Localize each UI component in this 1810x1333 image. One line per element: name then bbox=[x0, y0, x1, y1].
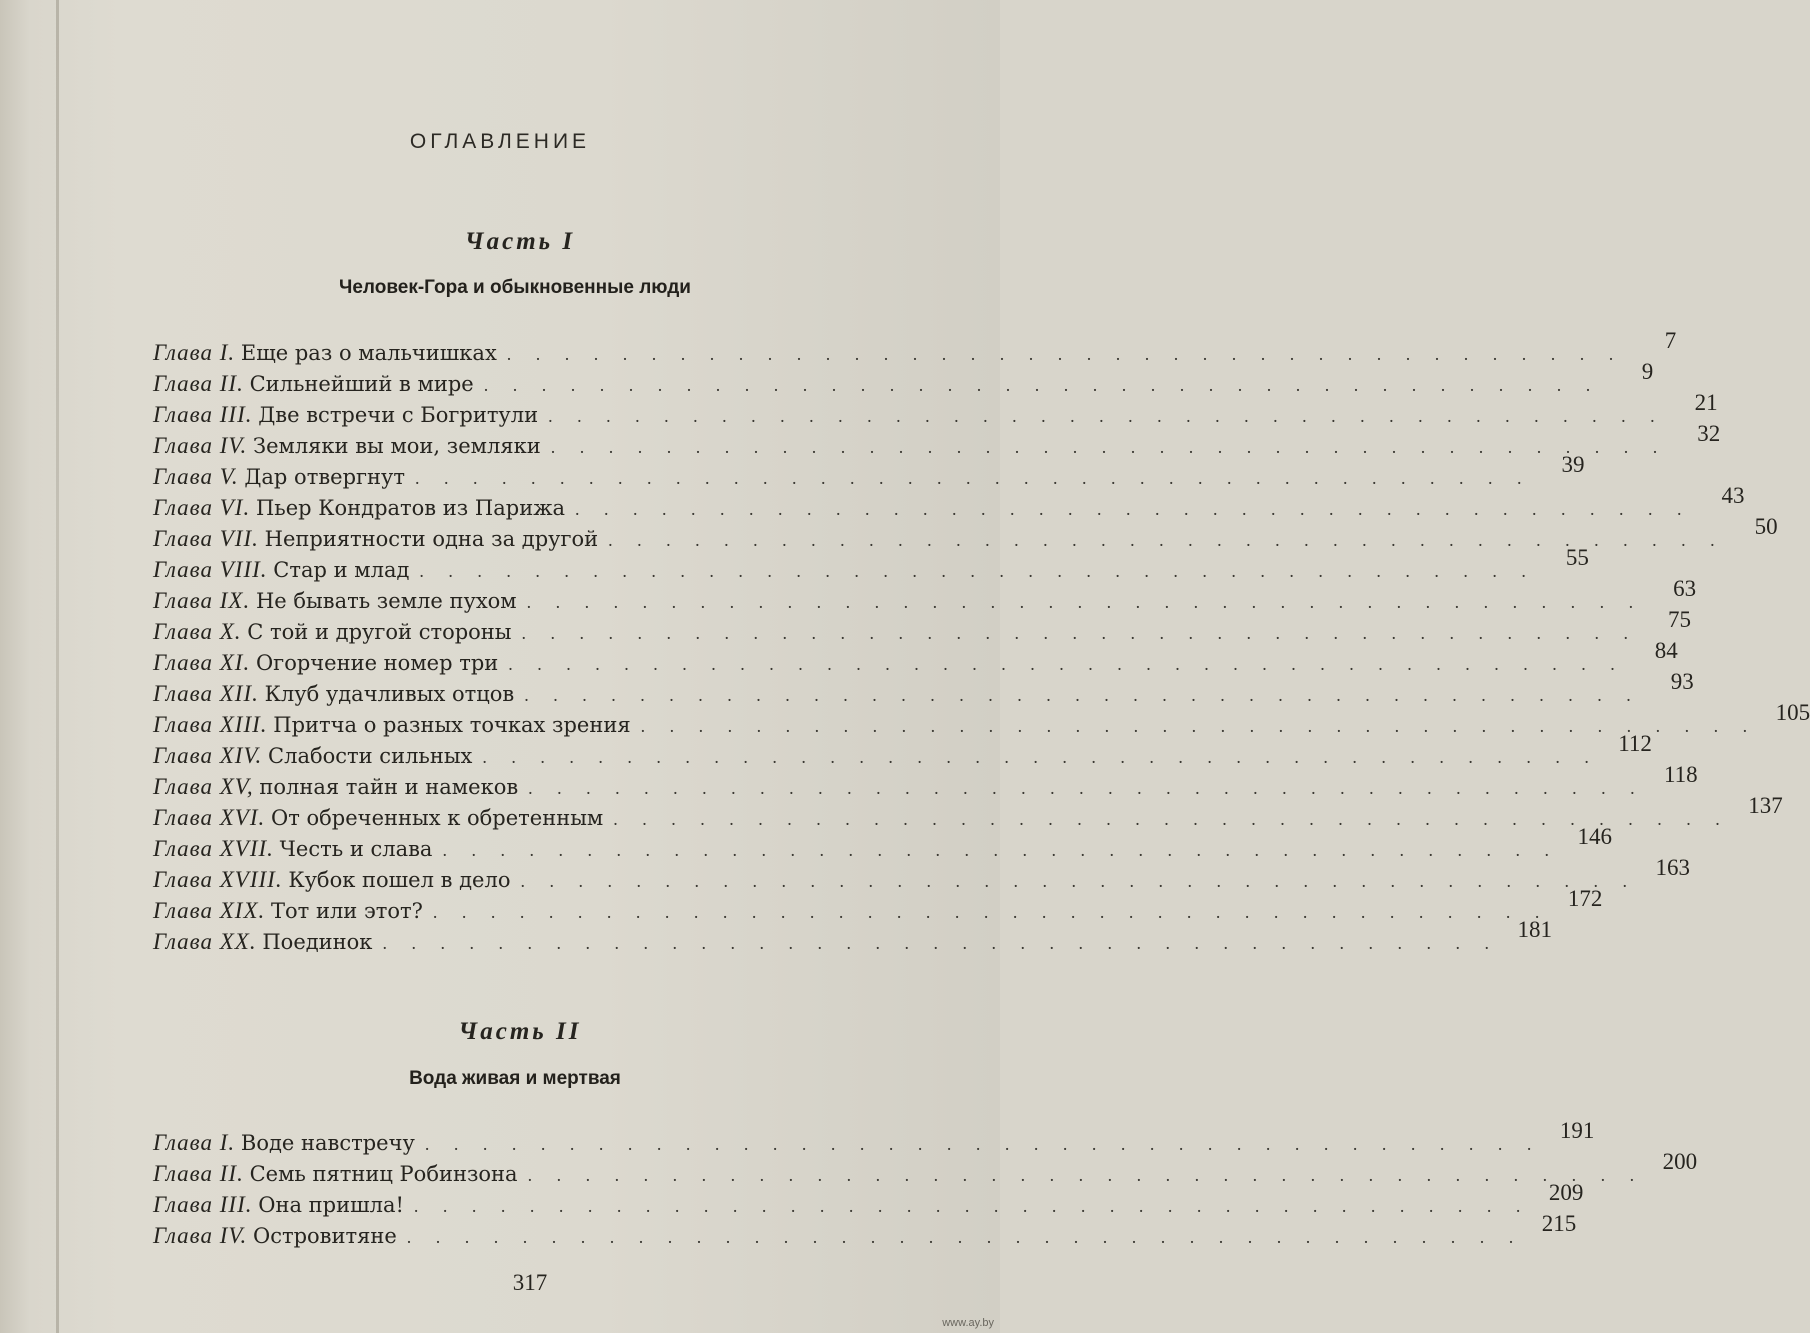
chapter-label: Глава XI. bbox=[153, 650, 251, 675]
chapter-title: Еще раз о мальчишках bbox=[240, 341, 497, 365]
page-spine bbox=[56, 0, 59, 1333]
chapter-title: Честь и слава bbox=[279, 837, 433, 861]
chapter-page-number: 63 bbox=[1673, 576, 1697, 601]
chapter-page-number: 84 bbox=[1654, 638, 1678, 663]
toc-entry bbox=[153, 607, 1692, 650]
chapter-label: Глава XIX. bbox=[153, 898, 266, 923]
dot-leader: . . . . . . . . . . . . . . . . . . . . . . . . . . . . . . . . . . . . . . . bbox=[508, 654, 1625, 674]
chapter-page-number: 191 bbox=[1559, 1118, 1595, 1143]
dot-leader: . . . . . . . . . . . . . . . . . . . . . . . . . . . . . . . . . . . . . . . bbox=[521, 623, 1639, 643]
dot-leader: . . . . . . . . . . . . . . . . . . . . . . . . . . . . . . . . . . . . . . . bbox=[528, 778, 1645, 798]
chapter-page-number: 146 bbox=[1577, 824, 1612, 849]
chapter-label: Глава XIV. bbox=[153, 743, 263, 768]
watermark: www.ay.by bbox=[942, 1317, 994, 1329]
toc-entry bbox=[153, 328, 1677, 371]
toc-entry bbox=[153, 855, 1690, 898]
dot-leader: . . . . . . . . . . . . . . . . . . . . . . . . . . . . . . . . . . . . . . . bbox=[506, 344, 1624, 364]
chapter-label: Глава XVII. bbox=[153, 836, 274, 861]
chapter-page-number: 55 bbox=[1565, 545, 1589, 570]
chapter-label: Глава IV. bbox=[153, 433, 248, 458]
chapter-label: Глава III. bbox=[153, 1192, 253, 1217]
part-2-subtitle: Вода живая и мертвая bbox=[409, 1068, 621, 1089]
chapter-title: Две встречи с Богритули bbox=[258, 403, 539, 427]
chapter-label: Глава V. bbox=[153, 464, 239, 489]
toc-entry bbox=[153, 1118, 1595, 1161]
chapter-label: Глава II. bbox=[153, 1161, 244, 1186]
chapter-label: Глава I. bbox=[153, 1130, 236, 1155]
dot-leader: . . . . . . . . . . . . . . . . . . . . . . . . . . . . . . . . . . . . . . . bbox=[527, 1165, 1645, 1185]
dot-leader: . . . . . . . . . . . . . . . . . . . . . . . . . . . . . . . . . . . . . . . bbox=[526, 592, 1644, 612]
toc-entry bbox=[153, 638, 1678, 681]
chapter-page-number: 21 bbox=[1694, 390, 1718, 415]
chapter-title: Семь пятниц Робинзона bbox=[249, 1162, 518, 1186]
dot-leader: . . . . . . . . . . . . . . . . . . . . . . . . . . . . . . . . . . . . . . . bbox=[424, 1134, 1542, 1154]
toc-entry bbox=[153, 1149, 1698, 1192]
chapter-title: Она пришла! bbox=[258, 1193, 404, 1217]
chapter-title: Кубок пошел в дело bbox=[288, 868, 511, 892]
chapter-label: Глава VII. bbox=[153, 526, 259, 551]
chapter-title: Поединок bbox=[262, 930, 373, 954]
chapter-page-number: 7 bbox=[1664, 328, 1677, 353]
page-title: ОГЛАВЛЕНИЕ bbox=[409, 130, 591, 153]
dot-leader: . . . . . . . . . . . . . . . . . . . . . . . . . . . . . . . . . . . . . . . bbox=[550, 437, 1668, 457]
chapter-page-number: 9 bbox=[1641, 359, 1654, 384]
chapter-label: Глава XVIII. bbox=[153, 867, 283, 892]
chapter-page-number: 181 bbox=[1517, 917, 1552, 942]
toc-entry bbox=[153, 731, 1652, 774]
chapter-title: С той и другой стороны bbox=[247, 620, 512, 644]
chapter-page-number: 215 bbox=[1541, 1211, 1577, 1236]
chapter-label: Глава X. bbox=[153, 619, 242, 644]
chapter-label: Глава IV. bbox=[153, 1223, 248, 1248]
dot-leader: . . . . . . . . . . . . . . . . . . . . . . . . . . . . . . . . . . . . . . . bbox=[414, 468, 1532, 488]
toc-entry bbox=[153, 390, 1718, 433]
chapter-title: Тот или этот? bbox=[271, 899, 423, 923]
chapter-title: Островитяне bbox=[253, 1224, 397, 1248]
toc-entry bbox=[153, 917, 1552, 960]
chapter-page-number: 43 bbox=[1721, 483, 1745, 508]
chapter-label: Глава XV, bbox=[153, 774, 254, 799]
page-number: 317 bbox=[512, 1270, 548, 1295]
chapter-page-number: 39 bbox=[1561, 452, 1585, 477]
chapter-title: Клуб удачливых отцов bbox=[264, 682, 515, 706]
toc-entry bbox=[153, 1180, 1584, 1223]
chapter-title: Огорчение номер три bbox=[255, 651, 499, 675]
chapter-title: полная тайн и намеков bbox=[259, 775, 519, 799]
chapter-page-number: 105 bbox=[1775, 700, 1810, 725]
dot-leader: . . . . . . . . . . . . . . . . . . . . . . . . . . . . . . . . . . . . . . . bbox=[548, 406, 1665, 426]
toc-entry bbox=[153, 452, 1585, 495]
part-2-chapter-list bbox=[153, 1118, 1698, 1254]
chapter-page-number: 75 bbox=[1668, 607, 1692, 632]
chapter-label: Глава VIII. bbox=[153, 557, 268, 582]
chapter-title: Неприятности одна за другой bbox=[264, 527, 599, 551]
dot-leader: . . . . . . . . . . . . . . . . . . . . . . . . . . . . . . . . . . . . . . . bbox=[413, 1196, 1531, 1216]
chapter-title: Притча о разных точках зрения bbox=[273, 713, 631, 737]
dot-leader: . . . . . . . . . . . . . . . . . . . . . . . . . . . . . . . . . . . . . . . bbox=[640, 716, 1758, 736]
chapter-page-number: 137 bbox=[1748, 793, 1783, 818]
toc-entry bbox=[153, 700, 1810, 743]
toc-entry bbox=[153, 576, 1697, 619]
chapter-label: Глава XVI. bbox=[153, 805, 266, 830]
chapter-title: Дар отвергнут bbox=[244, 465, 405, 489]
dot-leader: . . . . . . . . . . . . . . . . . . . . . . . . . . . . . . . . . . . . . . . bbox=[406, 1227, 1524, 1247]
part-1-chapter-list bbox=[153, 328, 1810, 960]
dot-leader: . . . . . . . . . . . . . . . . . . . . . . . . . . . . . . . . . . . . . . . bbox=[442, 840, 1559, 860]
chapter-page-number: 209 bbox=[1548, 1180, 1584, 1205]
toc-entry bbox=[153, 483, 1745, 526]
chapter-title: Слабости сильных bbox=[268, 744, 473, 768]
toc-entry bbox=[153, 514, 1778, 557]
chapter-label: Глава II. bbox=[153, 371, 244, 396]
chapter-page-number: 200 bbox=[1662, 1149, 1698, 1174]
chapter-title: Земляки вы мои, земляки bbox=[253, 434, 541, 458]
toc-entry bbox=[153, 359, 1654, 402]
part-2-title: Часть II bbox=[458, 1018, 582, 1045]
dot-leader: . . . . . . . . . . . . . . . . . . . . . . . . . . . . . . . . . . . . . . . bbox=[382, 933, 1499, 953]
chapter-page-number: 118 bbox=[1664, 762, 1698, 787]
part-1-title: Часть I bbox=[464, 228, 576, 255]
chapter-title: Воде навстречу bbox=[240, 1131, 415, 1155]
chapter-title: Стар и млад bbox=[273, 558, 410, 582]
toc-entry bbox=[153, 545, 1589, 588]
toc-entry bbox=[153, 824, 1612, 867]
chapter-page-number: 50 bbox=[1754, 514, 1778, 539]
toc-entry bbox=[153, 793, 1783, 836]
chapter-page-number: 172 bbox=[1567, 886, 1603, 911]
chapter-title: Не бывать земле пухом bbox=[255, 589, 517, 613]
dot-leader: . . . . . . . . . . . . . . . . . . . . . . . . . . . . . . . . . . . . . . . bbox=[482, 747, 1599, 767]
dot-leader: . . . . . . . . . . . . . . . . . . . . . . . . . . . . . . . . . . . . . . . bbox=[483, 375, 1601, 395]
chapter-label: Глава III. bbox=[153, 402, 253, 427]
chapter-page-number: 112 bbox=[1618, 731, 1652, 756]
chapter-title: Пьер Кондратов из Парижа bbox=[255, 496, 566, 520]
chapter-label: Глава XII. bbox=[153, 681, 259, 706]
chapter-label: Глава XIII. bbox=[153, 712, 268, 737]
dot-leader: . . . . . . . . . . . . . . . . . . . . . . . . . . . . . . . . . . . . . . . bbox=[613, 809, 1730, 829]
toc-entry bbox=[153, 886, 1603, 929]
chapter-label: Глава VI. bbox=[153, 495, 251, 520]
toc-entry bbox=[153, 1211, 1577, 1254]
chapter-page-number: 32 bbox=[1697, 421, 1721, 446]
dot-leader: . . . . . . . . . . . . . . . . . . . . . . . . . . . . . . . . . . . . . . . bbox=[520, 871, 1637, 891]
dot-leader: . . . . . . . . . . . . . . . . . . . . . . . . . . . . . . . . . . . . . . . bbox=[524, 685, 1641, 705]
dot-leader: . . . . . . . . . . . . . . . . . . . . . . . . . . . . . . . . . . . . . . . bbox=[419, 561, 1536, 581]
chapter-label: Глава XX. bbox=[153, 929, 257, 954]
part-1-subtitle: Человек-Гора и обыкновенные люди bbox=[339, 277, 691, 298]
toc-entry bbox=[153, 762, 1698, 805]
dot-leader: . . . . . . . . . . . . . . . . . . . . . . . . . . . . . . . . . . . . . . . bbox=[432, 902, 1550, 922]
chapter-page-number: 163 bbox=[1655, 855, 1690, 880]
chapter-label: Глава IX. bbox=[153, 588, 251, 613]
chapter-title: От обреченных к обретенным bbox=[271, 806, 604, 830]
toc-entry bbox=[153, 421, 1721, 464]
chapter-title: Сильнейший в мире bbox=[249, 372, 474, 396]
chapter-page-number: 93 bbox=[1670, 669, 1694, 694]
dot-leader: . . . . . . . . . . . . . . . . . . . . . . . . . . . . . . . . . . . . . . . bbox=[575, 499, 1692, 519]
dot-leader: . . . . . . . . . . . . . . . . . . . . . . . . . . . . . . . . . . . . . . . bbox=[608, 530, 1725, 550]
chapter-label: Глава I. bbox=[153, 340, 236, 365]
toc-entry bbox=[153, 669, 1694, 712]
